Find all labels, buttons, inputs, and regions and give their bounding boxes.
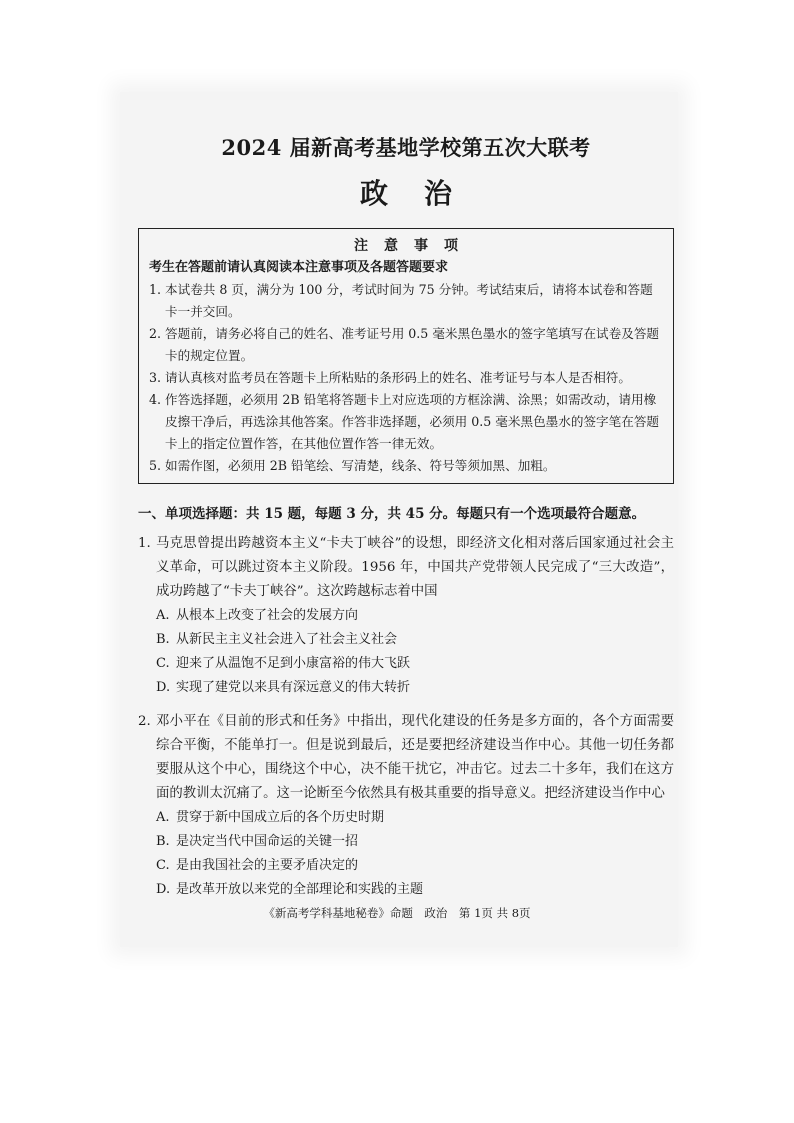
notice-item-number: 3.: [149, 370, 162, 385]
notice-lead: 考生在答题前请认真阅读本注意事项及各题答题要求: [149, 260, 449, 275]
option-b: [156, 830, 674, 854]
question-2: [138, 710, 674, 806]
option-d: [156, 676, 674, 700]
notice-item-number: 1.: [149, 282, 162, 297]
question-stem: 马克思曾提出跨越资本主义“卡夫丁峡谷”的设想，即经济文化相对落后国家通过社会主义革命，可以跳过资本主义阶段。1956 年，中国共产党带领人民完成了“三大改造”，成功跨越了“卡夫丁峡谷”。这次跨越标志着中国: [156, 536, 674, 599]
question-number: 2.: [138, 714, 151, 729]
option-c: [156, 652, 674, 676]
option-a: [156, 604, 674, 628]
option-label: A.: [156, 810, 170, 825]
option-text: 是改革开放以来党的全部理论和实践的主题: [176, 882, 424, 897]
page-content: [138, 120, 674, 902]
notice-item: [149, 389, 663, 455]
option-d: [156, 878, 674, 902]
option-text: 实现了建党以来具有深远意义的伟大转折: [176, 680, 411, 695]
option-label: B.: [156, 632, 170, 647]
option-label: B.: [156, 834, 170, 849]
option-text: 从根本上改变了社会的发展方向: [176, 608, 359, 623]
notice-item: [149, 367, 663, 389]
question-1-options: [156, 604, 674, 700]
option-a: [156, 806, 674, 830]
question-stem: 邓小平在《目前的形式和任务》中指出，现代化建设的任务是多方面的，各个方面需要综合平衡，不能单打一。但是说到最后，还是要把经济建设当作中心。其他一切任务都要服从这个中心，围绕这个中心，决不能干扰它，冲击它。过去二十多年，我们在这方面的教训太沉痛了。这一论断至今依然具有极其重要的指导意义。把经济建设当作中心: [156, 714, 674, 801]
option-label: D.: [156, 882, 171, 897]
notice-item-text: 作答选择题，必须用 2B 铅笔将答题卡上对应选项的方框涂满、涂黑；如需改动，请用橡皮擦干净后，再选涂其他答案。作答非选择题，必须用 0.5 毫米黑色墨水的签字笔在答题卡上的指定位置作答，在其他位置作答一律无效。: [165, 392, 660, 451]
option-text: 贯穿于新中国成立后的各个历史时期: [176, 810, 385, 825]
section-heading: 一、单项选择题：共 15 题，每题 3 分，共 45 分。每题只有一个选项最符合题意。: [138, 506, 646, 522]
option-c: [156, 854, 674, 878]
notice-box: [138, 228, 674, 484]
notice-item: [149, 279, 663, 323]
exam-title: 2024 届新高考基地学校第五次大联考: [221, 135, 591, 160]
notice-item-number: 4.: [149, 392, 162, 407]
question-number: 1.: [138, 536, 151, 551]
notice-title: 注意事项: [354, 238, 474, 254]
page-footer: 《新高考学科基地秘卷》命题 政治 第 1页 共 8页: [263, 906, 531, 920]
question-2-options: [156, 806, 674, 902]
notice-item-text: 请认真核对监考员在答题卡上所粘贴的条形码上的姓名、准考证号与本人是否相符。: [165, 370, 631, 385]
option-label: C.: [156, 858, 170, 873]
notice-item-text: 本试卷共 8 页，满分为 100 分，考试时间为 75 分钟。考试结束后，请将本试卷和答题卡一并交回。: [165, 282, 653, 319]
question-1: [138, 532, 674, 604]
option-b: [156, 628, 674, 652]
option-text: 是由我国社会的主要矛盾决定的: [176, 858, 359, 873]
option-label: D.: [156, 680, 171, 695]
notice-item-number: 5.: [149, 458, 162, 473]
notice-item-text: 答题前，请务必将自己的姓名、准考证号用 0.5 毫米黑色墨水的签字笔填写在试卷及答题卡的规定位置。: [165, 326, 660, 363]
option-text: 是决定当代中国命运的关键一招: [176, 834, 359, 849]
option-label: A.: [156, 608, 170, 623]
option-label: C.: [156, 656, 170, 671]
notice-item: [149, 323, 663, 367]
subject-title: 政治: [359, 177, 488, 210]
option-text: 从新民主主义社会进入了社会主义社会: [176, 632, 398, 647]
notice-item: [149, 455, 663, 477]
option-text: 迎来了从温饱不足到小康富裕的伟大飞跃: [176, 656, 411, 671]
notice-item-number: 2.: [149, 326, 162, 341]
notice-item-text: 如需作图，必须用 2B 铅笔绘、写清楚，线条、符号等须加黑、加粗。: [165, 458, 556, 473]
